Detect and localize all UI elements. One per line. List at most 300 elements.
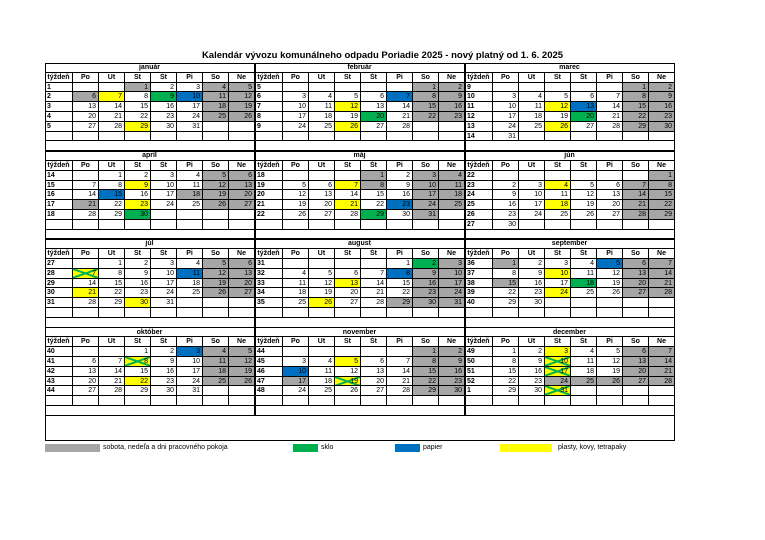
day-cell: 28 (597, 122, 623, 132)
day-cell: 10 (177, 357, 203, 367)
day-cell: 2 (125, 171, 151, 181)
week-number: 50 (465, 357, 493, 367)
day-cell: 11 (519, 102, 545, 112)
day-cell: 3 (177, 83, 203, 93)
day-header: St (335, 73, 361, 83)
day-cell: 12 (335, 367, 361, 377)
day-cell: 9 (151, 357, 177, 367)
day-cell: 20 (73, 112, 99, 122)
day-cell: 26 (283, 210, 309, 220)
day-cell (73, 347, 99, 357)
day-header: Št (361, 161, 387, 171)
day-cell: 6 (597, 181, 623, 191)
day-header: Pi (177, 161, 203, 171)
day-cell: 14 (649, 357, 675, 367)
day-cell: 13 (361, 367, 387, 377)
day-header: Ne (439, 161, 465, 171)
day-cell: 19 (571, 200, 597, 210)
day-cell: 17 (283, 112, 309, 122)
day-cell (229, 308, 255, 318)
week-number: 24 (465, 190, 493, 200)
day-cell (335, 259, 361, 269)
week-header: týždeň (465, 249, 493, 259)
week-number (45, 396, 73, 406)
day-header: Št (361, 73, 387, 83)
day-cell: 15 (387, 279, 413, 289)
day-cell (571, 83, 597, 93)
day-cell: 2 (387, 171, 413, 181)
day-cell: 9 (439, 92, 465, 102)
day-cell: 26 (309, 298, 335, 308)
week-number: 27 (45, 259, 73, 269)
day-header: Ut (309, 249, 335, 259)
day-cell: 15 (493, 279, 519, 289)
day-cell: 18 (439, 190, 465, 200)
day-cell (73, 396, 99, 406)
day-cell (283, 259, 309, 269)
day-cell: 1 (413, 83, 439, 93)
day-header: St (545, 161, 571, 171)
day-cell (387, 396, 413, 406)
day-cell: 11 (203, 92, 229, 102)
day-cell: 23 (519, 377, 545, 387)
day-cell: 22 (649, 200, 675, 210)
day-header: So (203, 73, 229, 83)
day-cell: 7 (649, 347, 675, 357)
day-cell (73, 171, 99, 181)
day-cell: 24 (413, 200, 439, 210)
day-cell: 8 (649, 181, 675, 191)
day-cell: 4 (283, 269, 309, 279)
day-header: Pi (597, 337, 623, 347)
day-cell: 27 (73, 122, 99, 132)
day-cell (177, 396, 203, 406)
day-cell: 11 (283, 279, 309, 289)
week-number (45, 308, 73, 318)
day-header: Št (361, 337, 387, 347)
day-cell (387, 347, 413, 357)
day-cell (519, 83, 545, 93)
day-cell: 12 (229, 92, 255, 102)
day-cell: 19 (597, 279, 623, 289)
day-cell: 2 (519, 259, 545, 269)
day-cell: 13 (73, 367, 99, 377)
day-cell: 19 (309, 288, 335, 298)
day-cell: 31 (493, 132, 519, 142)
day-cell: 9 (125, 269, 151, 279)
day-cell (229, 386, 255, 396)
day-cell: 10 (439, 269, 465, 279)
day-cell: 21 (387, 377, 413, 387)
day-cell (597, 83, 623, 93)
day-cell: 17 (519, 200, 545, 210)
day-cell: 18 (309, 377, 335, 387)
day-cell: 24 (177, 112, 203, 122)
day-cell: 25 (571, 377, 597, 387)
day-cell: 16 (519, 279, 545, 289)
day-cell (203, 298, 229, 308)
day-cell: 1 (125, 83, 151, 93)
day-cell: 23 (413, 288, 439, 298)
spacer-row (45, 406, 255, 416)
day-cell (151, 396, 177, 406)
day-cell (335, 220, 361, 230)
week-number: 19 (255, 181, 283, 191)
day-cell (649, 132, 675, 142)
day-cell: 27 (623, 377, 649, 387)
day-cell: 2 (439, 347, 465, 357)
day-cell (361, 83, 387, 93)
week-number (255, 220, 283, 230)
day-cell: 30 (649, 122, 675, 132)
day-header: Ne (649, 161, 675, 171)
day-cell (125, 132, 151, 142)
day-cell: 20 (571, 112, 597, 122)
day-cell (649, 308, 675, 318)
calendar-grid (45, 63, 675, 441)
day-cell: 8 (361, 181, 387, 191)
day-cell: 9 (387, 181, 413, 191)
week-number: 17 (45, 200, 73, 210)
day-cell: 10 (493, 102, 519, 112)
week-number: 33 (255, 279, 283, 289)
day-cell: 26 (545, 122, 571, 132)
day-cell: 30 (387, 210, 413, 220)
week-number: 37 (465, 269, 493, 279)
day-cell (545, 171, 571, 181)
day-cell (283, 347, 309, 357)
day-cell (649, 396, 675, 406)
week-header: týždeň (45, 249, 73, 259)
day-header: Ne (229, 161, 255, 171)
day-cell: 28 (649, 377, 675, 387)
day-cell: 12 (597, 269, 623, 279)
day-header: Po (493, 337, 519, 347)
day-cell (335, 83, 361, 93)
day-cell (309, 83, 335, 93)
day-cell (649, 298, 675, 308)
week-number: 9 (255, 122, 283, 132)
day-cell (493, 308, 519, 318)
day-header: Po (73, 249, 99, 259)
day-cell (361, 259, 387, 269)
day-header: Št (361, 249, 387, 259)
week-number: 36 (465, 259, 493, 269)
day-cell: 1 (649, 171, 675, 181)
month-name: marec (465, 63, 675, 73)
day-header: St (125, 249, 151, 259)
day-cell: 14 (73, 190, 99, 200)
day-cell: 17 (177, 367, 203, 377)
day-cell (571, 171, 597, 181)
week-number: 14 (45, 171, 73, 181)
day-header: Ne (649, 337, 675, 347)
day-cell (151, 308, 177, 318)
month-name: február (255, 63, 465, 73)
day-cell: 13 (309, 190, 335, 200)
week-header: týždeň (255, 249, 283, 259)
day-cell: 16 (151, 102, 177, 112)
day-cell (229, 132, 255, 142)
day-cell: 24 (151, 288, 177, 298)
day-cell: 15 (361, 190, 387, 200)
legend-swatch (500, 444, 552, 452)
day-cell: 27 (309, 210, 335, 220)
day-cell: 4 (545, 181, 571, 191)
day-cell (309, 171, 335, 181)
week-number: 18 (255, 171, 283, 181)
day-header: St (545, 249, 571, 259)
row-separator (45, 239, 675, 240)
day-cell: 21 (335, 200, 361, 210)
day-cell: 17 (545, 279, 571, 289)
day-cell (73, 259, 99, 269)
day-cell (361, 308, 387, 318)
day-cell (177, 132, 203, 142)
day-cell (387, 83, 413, 93)
day-cell: 11 (203, 357, 229, 367)
day-cell: 12 (229, 357, 255, 367)
day-cell: 8 (493, 269, 519, 279)
day-header: Ne (439, 337, 465, 347)
day-cell: 7 (361, 269, 387, 279)
day-cell: 16 (413, 279, 439, 289)
day-cell: 19 (545, 112, 571, 122)
day-header: St (545, 73, 571, 83)
day-cell: 4 (571, 347, 597, 357)
day-cell: 31 (177, 122, 203, 132)
day-cell: 24 (177, 377, 203, 387)
day-cell: 25 (203, 377, 229, 387)
day-cell: 3 (493, 92, 519, 102)
day-cell: 1 (413, 347, 439, 357)
day-cell: 27 (571, 122, 597, 132)
day-cell (597, 220, 623, 230)
day-cell (361, 347, 387, 357)
day-cell (519, 396, 545, 406)
day-cell: 14 (335, 190, 361, 200)
day-cell (519, 308, 545, 318)
day-cell: 4 (571, 259, 597, 269)
week-number: 1 (465, 386, 493, 396)
day-cell: 16 (387, 190, 413, 200)
day-cell: 4 (177, 259, 203, 269)
day-cell: 9 (519, 357, 545, 367)
day-cell (229, 210, 255, 220)
week-number: 51 (465, 367, 493, 377)
day-cell: 22 (99, 200, 125, 210)
day-cell (203, 132, 229, 142)
day-cell (439, 396, 465, 406)
day-cell: 22 (99, 288, 125, 298)
day-cell: 29 (493, 298, 519, 308)
row-separator (45, 327, 675, 328)
day-header: Ut (309, 337, 335, 347)
month-name: november (255, 328, 465, 338)
day-cell: 2 (649, 83, 675, 93)
day-header: So (623, 337, 649, 347)
day-cell (571, 396, 597, 406)
day-header: Ne (229, 73, 255, 83)
day-cell: 3 (545, 259, 571, 269)
day-cell: 4 (309, 92, 335, 102)
day-cell: 28 (387, 122, 413, 132)
day-cell (571, 132, 597, 142)
day-header: Št (571, 249, 597, 259)
day-cell: 19 (283, 200, 309, 210)
day-cell: 5 (229, 347, 255, 357)
day-cell: 4 (439, 171, 465, 181)
day-header: Št (571, 337, 597, 347)
day-cell: 20 (361, 112, 387, 122)
day-cell: 24 (493, 122, 519, 132)
day-cell (309, 308, 335, 318)
day-cell (545, 298, 571, 308)
day-cell (99, 347, 125, 357)
day-cell (229, 396, 255, 406)
week-number: 32 (255, 269, 283, 279)
day-cell: 12 (283, 190, 309, 200)
day-cell: 10 (519, 190, 545, 200)
day-cell: 23 (125, 200, 151, 210)
day-cell: 3 (439, 259, 465, 269)
day-cell: 12 (203, 181, 229, 191)
day-cell: 20 (335, 288, 361, 298)
legend-swatch (293, 444, 318, 452)
day-cell: 30 (413, 298, 439, 308)
week-number: 30 (45, 288, 73, 298)
day-cell: 1 (387, 259, 413, 269)
day-cell: 14 (387, 102, 413, 112)
day-cell (73, 220, 99, 230)
day-cell: 31 (545, 386, 571, 396)
day-cell: 7 (335, 181, 361, 191)
day-cell (439, 308, 465, 318)
day-cell: 6 (623, 347, 649, 357)
day-header: Ne (439, 73, 465, 83)
week-header: týždeň (45, 161, 73, 171)
day-cell: 15 (125, 102, 151, 112)
day-cell: 20 (361, 377, 387, 387)
day-cell: 18 (177, 279, 203, 289)
day-cell: 9 (125, 181, 151, 191)
day-cell: 12 (203, 269, 229, 279)
day-cell: 10 (283, 367, 309, 377)
day-cell: 5 (229, 83, 255, 93)
day-header: St (335, 161, 361, 171)
day-cell: 7 (99, 92, 125, 102)
week-number: 8 (255, 112, 283, 122)
day-cell: 29 (125, 122, 151, 132)
week-number: 39 (465, 288, 493, 298)
day-cell: 13 (229, 269, 255, 279)
day-cell: 15 (99, 279, 125, 289)
week-header: týždeň (465, 73, 493, 83)
day-cell: 18 (571, 279, 597, 289)
day-cell: 5 (283, 181, 309, 191)
day-cell: 27 (229, 288, 255, 298)
day-cell: 18 (571, 367, 597, 377)
day-cell: 17 (283, 377, 309, 387)
day-cell: 4 (203, 347, 229, 357)
week-number: 21 (255, 200, 283, 210)
day-cell: 10 (151, 269, 177, 279)
week-number: 47 (255, 377, 283, 387)
day-cell (623, 396, 649, 406)
day-cell: 12 (309, 279, 335, 289)
day-cell: 10 (151, 181, 177, 191)
day-cell (519, 132, 545, 142)
day-cell (177, 210, 203, 220)
day-cell: 23 (151, 112, 177, 122)
day-cell (335, 132, 361, 142)
day-cell: 28 (623, 210, 649, 220)
day-cell (309, 259, 335, 269)
week-number: 22 (255, 210, 283, 220)
day-cell: 22 (125, 377, 151, 387)
day-cell: 20 (73, 377, 99, 387)
day-cell (229, 122, 255, 132)
month-name: máj (255, 151, 465, 161)
day-cell: 10 (177, 92, 203, 102)
week-header: týždeň (45, 73, 73, 83)
day-cell (125, 396, 151, 406)
day-header: So (203, 337, 229, 347)
week-header: týždeň (465, 161, 493, 171)
day-cell (387, 132, 413, 142)
day-cell (335, 396, 361, 406)
week-number: 14 (465, 132, 493, 142)
week-number: 23 (465, 181, 493, 191)
day-cell: 11 (571, 357, 597, 367)
day-cell: 29 (99, 210, 125, 220)
day-cell: 25 (571, 288, 597, 298)
day-header: Pi (177, 249, 203, 259)
day-cell: 16 (439, 102, 465, 112)
day-cell: 22 (493, 377, 519, 387)
day-cell: 23 (493, 210, 519, 220)
day-header: Po (283, 337, 309, 347)
day-cell (413, 132, 439, 142)
day-cell: 20 (597, 200, 623, 210)
day-cell: 30 (125, 298, 151, 308)
week-header: týždeň (255, 161, 283, 171)
week-number: 34 (255, 288, 283, 298)
day-cell: 15 (413, 102, 439, 112)
day-cell: 14 (99, 367, 125, 377)
day-cell: 23 (649, 112, 675, 122)
day-header: Pi (387, 161, 413, 171)
day-cell (571, 220, 597, 230)
legend (45, 443, 675, 453)
week-number: 26 (465, 210, 493, 220)
day-cell: 16 (493, 200, 519, 210)
week-number (45, 220, 73, 230)
day-cell (623, 132, 649, 142)
day-cell: 28 (361, 298, 387, 308)
day-cell: 22 (413, 377, 439, 387)
day-cell (99, 220, 125, 230)
day-cell: 18 (519, 112, 545, 122)
week-number: 11 (465, 102, 493, 112)
day-cell: 8 (623, 92, 649, 102)
day-cell: 25 (283, 298, 309, 308)
day-cell: 3 (545, 347, 571, 357)
day-cell (99, 396, 125, 406)
day-cell (439, 122, 465, 132)
week-number: 31 (255, 259, 283, 269)
day-header: Št (151, 249, 177, 259)
